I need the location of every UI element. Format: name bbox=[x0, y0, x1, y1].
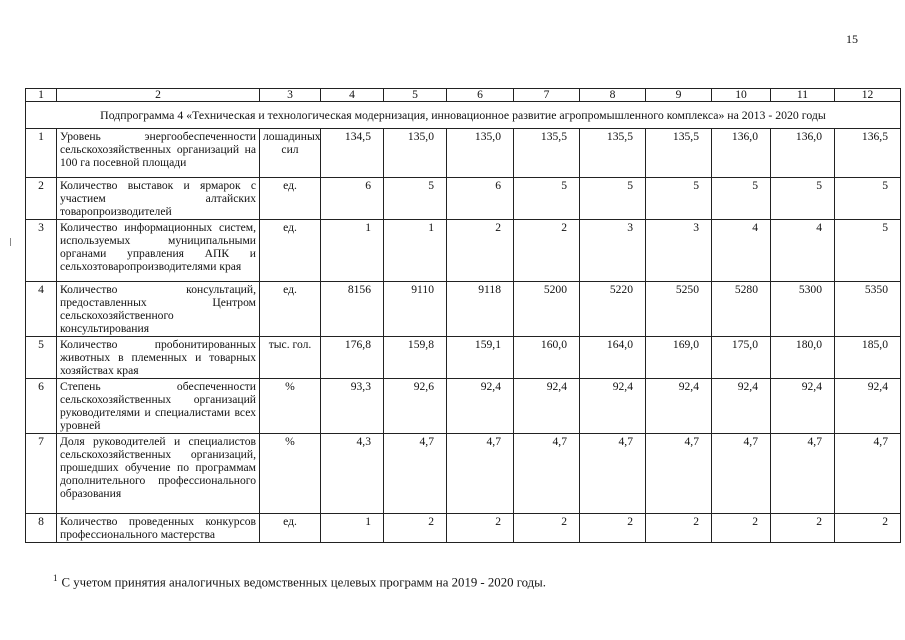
row-number: 4 bbox=[26, 282, 57, 337]
margin-mark bbox=[10, 238, 11, 246]
value-cell: 5 bbox=[835, 178, 901, 220]
value-cell: 92,4 bbox=[771, 379, 835, 434]
value-cell: 93,3 bbox=[321, 379, 384, 434]
subprogram-title: Подпрограмма 4 «Техническая и технологическая модернизация, инновационное развитие агропромышленного комплекса» на 2013 - 2020 годы bbox=[26, 102, 901, 129]
table-row bbox=[26, 282, 901, 337]
column-number-3: 3 bbox=[260, 89, 321, 102]
value-cell: 3 bbox=[646, 220, 712, 282]
value-cell: 5300 bbox=[771, 282, 835, 337]
indicator-name: Количество проведенных конкурсов профессионального мастерства bbox=[57, 514, 260, 543]
value-cell: 1 bbox=[321, 220, 384, 282]
page-number: 15 bbox=[846, 32, 858, 46]
value-cell: 5 bbox=[771, 178, 835, 220]
value-cell: 4,7 bbox=[835, 434, 901, 514]
column-number-10: 10 bbox=[712, 89, 771, 102]
value-cell: 92,4 bbox=[835, 379, 901, 434]
column-number-6: 6 bbox=[447, 89, 514, 102]
row-number: 6 bbox=[26, 379, 57, 434]
value-cell: 169,0 bbox=[646, 337, 712, 379]
value-cell: 92,6 bbox=[384, 379, 447, 434]
value-cell: 136,5 bbox=[835, 129, 901, 178]
value-cell: 5280 bbox=[712, 282, 771, 337]
value-cell: 1 bbox=[384, 220, 447, 282]
value-cell: 5200 bbox=[514, 282, 580, 337]
table-row bbox=[26, 220, 901, 282]
value-cell: 92,4 bbox=[447, 379, 514, 434]
table-row bbox=[26, 178, 901, 220]
value-cell: 92,4 bbox=[712, 379, 771, 434]
value-cell: 2 bbox=[835, 514, 901, 543]
value-cell: 135,0 bbox=[384, 129, 447, 178]
value-cell: 5350 bbox=[835, 282, 901, 337]
row-number: 5 bbox=[26, 337, 57, 379]
unit-cell: % bbox=[260, 379, 321, 434]
value-cell: 1 bbox=[321, 514, 384, 543]
value-cell: 5 bbox=[384, 178, 447, 220]
value-cell: 4,7 bbox=[384, 434, 447, 514]
column-number-7: 7 bbox=[514, 89, 580, 102]
value-cell: 135,0 bbox=[447, 129, 514, 178]
value-cell: 5 bbox=[835, 220, 901, 282]
unit-cell: ед. bbox=[260, 178, 321, 220]
value-cell: 92,4 bbox=[514, 379, 580, 434]
value-cell: 185,0 bbox=[835, 337, 901, 379]
value-cell: 3 bbox=[580, 220, 646, 282]
value-cell: 4,3 bbox=[321, 434, 384, 514]
table-row bbox=[26, 514, 901, 543]
column-number-12: 12 bbox=[835, 89, 901, 102]
value-cell: 5 bbox=[646, 178, 712, 220]
row-number: 3 bbox=[26, 220, 57, 282]
value-cell: 4,7 bbox=[771, 434, 835, 514]
row-number: 8 bbox=[26, 514, 57, 543]
indicator-name: Количество пробонитированных животных в племенных и товарных хозяйствах края bbox=[57, 337, 260, 379]
unit-cell: тыс. гол. bbox=[260, 337, 321, 379]
column-number-5: 5 bbox=[384, 89, 447, 102]
indicator-name: Количество выставок и ярмарок с участием алтайских товаропроизводителей bbox=[57, 178, 260, 220]
indicator-name: Доля руководителей и специалистов сельскохозяйственных организаций, прошедших обучение по программам дополнительного профессионального образования bbox=[57, 434, 260, 514]
value-cell: 175,0 bbox=[712, 337, 771, 379]
value-cell: 2 bbox=[771, 514, 835, 543]
value-cell: 135,5 bbox=[646, 129, 712, 178]
value-cell: 2 bbox=[580, 514, 646, 543]
value-cell: 4 bbox=[771, 220, 835, 282]
value-cell: 2 bbox=[447, 220, 514, 282]
indicators-table bbox=[25, 88, 901, 543]
table-row bbox=[26, 129, 901, 178]
value-cell: 180,0 bbox=[771, 337, 835, 379]
column-number-8: 8 bbox=[580, 89, 646, 102]
column-number-4: 4 bbox=[321, 89, 384, 102]
footnote-text: С учетом принятия аналогичных ведомственных целевых программ на 2019 - 2020 годы. bbox=[61, 575, 546, 590]
unit-cell: ед. bbox=[260, 220, 321, 282]
value-cell: 8156 bbox=[321, 282, 384, 337]
value-cell: 2 bbox=[712, 514, 771, 543]
value-cell: 2 bbox=[514, 514, 580, 543]
value-cell: 9118 bbox=[447, 282, 514, 337]
value-cell: 92,4 bbox=[580, 379, 646, 434]
column-number-2: 2 bbox=[57, 89, 260, 102]
value-cell: 5 bbox=[514, 178, 580, 220]
column-number-row bbox=[26, 89, 901, 102]
value-cell: 4,7 bbox=[646, 434, 712, 514]
footnote-mark: 1 bbox=[53, 573, 58, 583]
value-cell: 159,8 bbox=[384, 337, 447, 379]
indicator-name: Степень обеспеченности сельскохозяйственных организаций руководителями и специалистами всех уровней bbox=[57, 379, 260, 434]
value-cell: 134,5 bbox=[321, 129, 384, 178]
value-cell: 5250 bbox=[646, 282, 712, 337]
value-cell: 136,0 bbox=[771, 129, 835, 178]
unit-cell: ед. bbox=[260, 514, 321, 543]
unit-cell: % bbox=[260, 434, 321, 514]
value-cell: 136,0 bbox=[712, 129, 771, 178]
table-row bbox=[26, 337, 901, 379]
value-cell: 135,5 bbox=[580, 129, 646, 178]
footnote bbox=[53, 573, 546, 590]
column-number-1: 1 bbox=[26, 89, 57, 102]
value-cell: 4,7 bbox=[712, 434, 771, 514]
row-number: 1 bbox=[26, 129, 57, 178]
table-row bbox=[26, 379, 901, 434]
value-cell: 6 bbox=[447, 178, 514, 220]
value-cell: 2 bbox=[646, 514, 712, 543]
table-body bbox=[26, 89, 901, 543]
value-cell: 4 bbox=[712, 220, 771, 282]
value-cell: 4,7 bbox=[580, 434, 646, 514]
value-cell: 135,5 bbox=[514, 129, 580, 178]
unit-cell: ед. bbox=[260, 282, 321, 337]
unit-cell: лошадиных сил bbox=[260, 129, 321, 178]
indicator-name: Количество информационных систем, используемых муниципальными органами управления АПК и сельхозтоваропроизводителями края bbox=[57, 220, 260, 282]
row-number: 2 bbox=[26, 178, 57, 220]
row-number: 7 bbox=[26, 434, 57, 514]
column-number-9: 9 bbox=[646, 89, 712, 102]
value-cell: 160,0 bbox=[514, 337, 580, 379]
value-cell: 4,7 bbox=[514, 434, 580, 514]
value-cell: 176,8 bbox=[321, 337, 384, 379]
value-cell: 2 bbox=[447, 514, 514, 543]
table-row bbox=[26, 434, 901, 514]
value-cell: 5220 bbox=[580, 282, 646, 337]
value-cell: 5 bbox=[712, 178, 771, 220]
indicator-name: Уровень энергообеспеченности сельскохозяйственных организаций на 100 га посевной площади bbox=[57, 129, 260, 178]
value-cell: 164,0 bbox=[580, 337, 646, 379]
value-cell: 2 bbox=[384, 514, 447, 543]
indicator-name: Количество консультаций, предоставленных Центром сельскохозяйственного консультирования bbox=[57, 282, 260, 337]
value-cell: 159,1 bbox=[447, 337, 514, 379]
value-cell: 4,7 bbox=[447, 434, 514, 514]
value-cell: 6 bbox=[321, 178, 384, 220]
value-cell: 92,4 bbox=[646, 379, 712, 434]
value-cell: 9110 bbox=[384, 282, 447, 337]
column-number-11: 11 bbox=[771, 89, 835, 102]
value-cell: 2 bbox=[514, 220, 580, 282]
value-cell: 5 bbox=[580, 178, 646, 220]
